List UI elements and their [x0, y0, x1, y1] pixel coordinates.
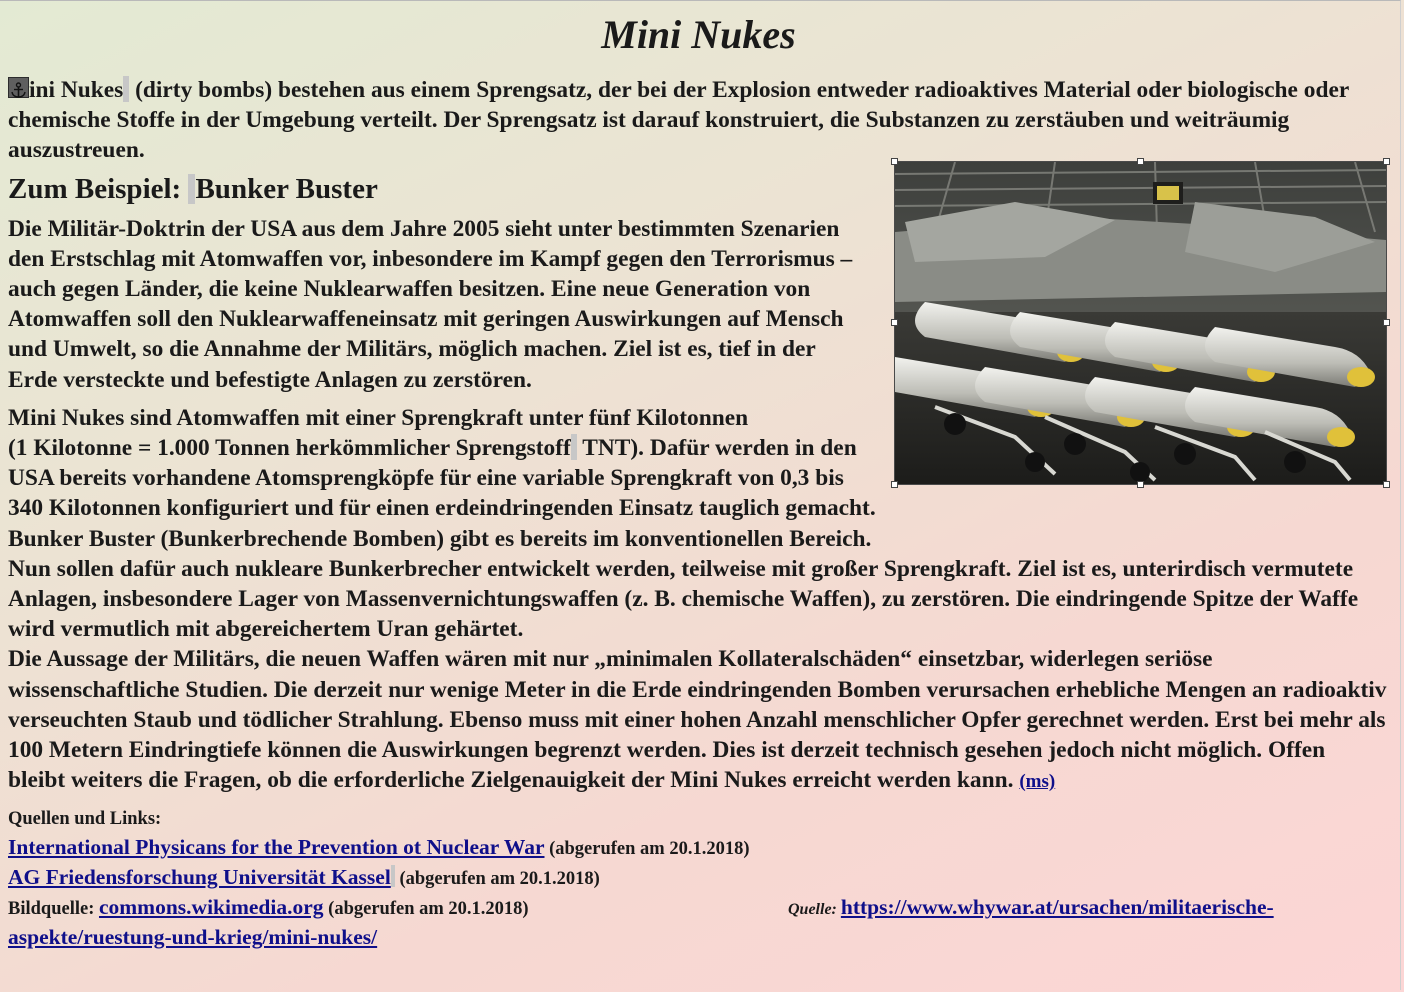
resize-handle-top[interactable]	[1137, 158, 1144, 165]
resize-handle-bottom[interactable]	[1137, 481, 1144, 488]
article-content	[8, 75, 1388, 953]
link-wikimedia[interactable]: commons.wikimedia.org	[98, 895, 324, 920]
image-source-row	[8, 893, 1388, 923]
link-whywar-cont[interactable]: aspekte/ruestung-und-krieg/mini-nukes/	[8, 925, 378, 950]
resize-handle-right[interactable]	[1383, 319, 1390, 326]
link-whywar[interactable]: https://www.whywar.at/ursachen/militaerische-	[840, 895, 1274, 920]
source-row-ippnw	[8, 833, 1388, 863]
source-date-1: (abgerufen am 20.1.2018)	[544, 839, 750, 860]
intro-paragraph	[8, 75, 1388, 166]
source-date-2: (abgerufen am 20.1.2018)	[394, 869, 600, 890]
quelle-link-continuation	[8, 923, 1388, 953]
resize-handle-left[interactable]	[891, 319, 898, 326]
power-line-1: Mini Nukes sind Atomwaffen mit einer Sprengkraft unter fünf Kilotonnen	[8, 404, 749, 431]
image-source-date: (abgerufen am 20.1.2018)	[323, 899, 529, 920]
bombs-photo[interactable]	[895, 162, 1386, 484]
power-tnt: TNT). Dafür werden in den USA bereits vorhandene Atomsprengköpfe für eine variable Sprengkraft von 0,3 bis 340 Kilotonnen konfiguriert und für einen erdeindringenden Einsatz tauglich gemacht.	[8, 435, 876, 522]
quelle-block	[788, 893, 1274, 924]
resize-handle-bottom-right[interactable]	[1383, 481, 1390, 488]
nuclear-text: Nun sollen dafür auch nukleare Bunkerbrecher entwickelt werden, teilweise mit großer Sprengkraft. Ziel ist es, unterirdisch vermutete Anlagen, insbesondere Lager von Massenvernichtungswaffen (z. B. chemische Waffen), zu zerstören. Die eindringende Spitze der Waffe wird vermutlich mit abgereichertem Uran gehärtet.	[8, 555, 1359, 643]
bunker-text: Bunker Buster (Bunkerbrechende Bomben) gibt es bereits im konventionellen Bereich.	[8, 525, 872, 552]
anchor-icon[interactable]	[8, 77, 29, 98]
sources-section	[8, 805, 1388, 953]
intro-text: (dirty bombs) bestehen aus einem Sprengsatz, der bei der Explosion entweder radioaktives Material oder biologische oder chemische Stoffe in der Umgebung verteilt. Der Sprengsatz ist darauf konstruiert, die Substanzen zu zerstäuben und weiträumig auszustreuen.	[8, 77, 1349, 164]
intro-lead: ini Nukes	[29, 77, 124, 103]
link-ag-friedensforschung[interactable]: AG Friedensforschung Universität Kassel	[8, 865, 391, 890]
source-row-kassel	[8, 863, 1388, 893]
doctrine-paragraph: Die Militär-Doktrin der USA aus dem Jahre 2005 sieht unter bestimmten Szenarien den Erstschlag mit Atomwaffen vor, inbesondere im Kampf gegen den Terrorismus – auch gegen Länder, die keine Nuklearwaffen besitzen. Eine neue Generation von Atomwaffen soll den Nuklearwaffeneinsatz mit geringen Auswirkungen auf Mensch und Umwelt, so die Annahme der Militärs, möglich machen. Ziel ist es, tief in der Erde versteckte und befestigte Anlagen zu zerstören.	[8, 215, 853, 393]
heading-prefix: Zum Beispiel:	[8, 172, 189, 205]
page-title: Mini Nukes	[601, 12, 796, 57]
resize-handle-bottom-left[interactable]	[891, 481, 898, 488]
power-kiloton: (1 Kilotonne = 1.000 Tonnen herkömmlicher Sprengstoff	[8, 435, 571, 462]
claims-text: Die Aussage der Militärs, die neuen Waffen wären mit nur „minimalen Kollateralschäden“ einsetzbar, widerlegen seriöse wissenschaftliche Studien. Die derzeit nur wenige Meter in die Erde eindringenden Bomben verursachen erhebliche Mengen an radioaktiv verseuchten Staub und tödlicher Strahlung. Ebenso muss mit einer hohen Anzahl menschlicher Opfer gerechnet werden. Erst bei mehr als 100 Metern Eindringtiefe können die Auswirkungen begrenzt werden. Dies ist derzeit technisch gesehen jedoch nicht möglich. Offen bleibt weiters die Fragen, ob die erforderliche Zielgenauigkeit der Mini Nukes erreicht werden kann.	[8, 646, 1387, 794]
image-source-label: Bildquelle:	[8, 899, 99, 920]
heading-name: Bunker Buster	[195, 172, 378, 205]
link-ippnw[interactable]: International Physicans for the Prevention ot Nuclear War	[8, 835, 545, 860]
resize-handle-top-left[interactable]	[891, 158, 898, 165]
author-link[interactable]: (ms)	[1019, 771, 1056, 793]
resize-handle-top-right[interactable]	[1383, 158, 1390, 165]
quelle-label: Quelle:	[788, 901, 841, 919]
sources-label: Quellen und Links:	[8, 809, 162, 830]
